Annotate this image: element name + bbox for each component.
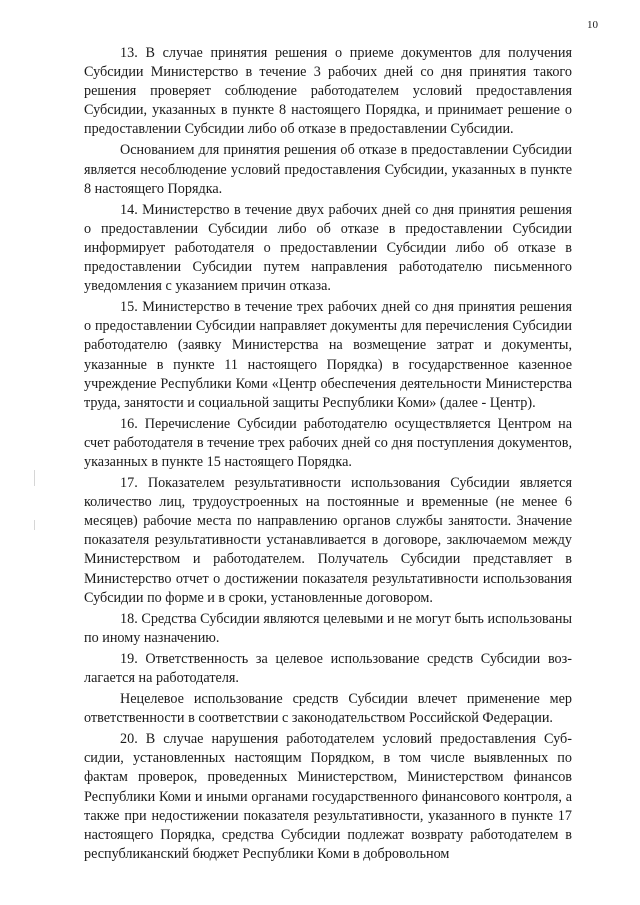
paragraph-18: 18. Средства Субсидии являются целевыми и не могут быть использованы по иному назначению.: [84, 610, 572, 646]
document-body: [84, 44, 572, 864]
paragraph-13-refusal-grounds: Основанием для принятия решения об отказе в предоставлении Субсидии является несоблюдение условий предоставления Субсидии, указанных в пункте 8 настоящего Порядка.: [84, 142, 572, 197]
paragraph-19: 19. Ответственность за целевое использование средств Субсидии возлагается на работодателя.: [84, 650, 572, 686]
paragraph-13: 13. В случае принятия решения о приеме документов для получения Субсидии Министерство в течение 3 рабочих дней со дня принятия такого решения проверяет соблюдение работодателем условий предоставления Субсидии, указанных в пункте 8 настоящего Порядка, и принимает решение о предоставлении Субсидии либо об отказе в предоставлении Субсидии.: [84, 45, 572, 138]
paragraph-20: 20. В случае нарушения работодателем условий предоставления Субсидии, установленных настоящим Порядком, в том числе выявленных по фактам проверок, проведенных Министерством, Министерством финансов Республики Коми и иными органами государственного финансового контроля, а также при недостижении показателя результативности, указанного в пункте 17 настоящего Порядка, средства Субсидии подлежат возврату работодателем в республиканский бюджет Республики Коми в добровольном: [84, 731, 572, 862]
scan-margin-mark: [34, 470, 35, 486]
paragraph-15: 15. Министерство в течение трех рабочих дней со дня принятия решения о предоставлении Субсидии направляет документы для перечисления Субсидии работодателю (заявку Министерства на возмещение затрат и документы, указанные в пункте 11 настоящего Порядка) в государственное казенное учреждение Республики Коми «Центр обеспечения деятельности Министерства труда, занятости и социальной защиты Республики Коми» (далее - Центр).: [84, 299, 572, 411]
scan-margin-mark: [34, 520, 35, 530]
paragraph-14: 14. Министерство в течение двух рабочих дней со дня принятия решения о предоставлении Субсидии либо об отказе в предоставлении Субсидии информирует работодателя о предоставлении Субсидии либо об отказе в предоставлении Субсидии путем направления работодателю письменного уведомления с указанием причин отказа.: [84, 201, 572, 295]
paragraph-17: 17. Показателем результативности использования Субсидии является количество лиц, трудоустроенных на постоянные и временные (не менее 6 месяцев) рабочие места по направлению органов службы занятости. Значение показателя результативности устанавливается в договоре, заключаемом между Министерством и работодателем. Получатель Субсидии представляет в Министерство отчет о достижении показателя результативности использования Субсидии по форме и в сроки, установленные договором.: [84, 475, 572, 606]
page-number: 10: [587, 19, 598, 31]
paragraph-16: 16. Перечисление Субсидии работодателю осуществляется Центром на счет работодателя в течение трех рабочих дней со дня поступления документов, указанных в пункте 15 настоящего Порядка.: [84, 415, 572, 470]
paragraph-19-misuse: Нецелевое использование средств Субсидии влечет применение мер ответственности в соответствии с законодательством Российской Федерации.: [84, 691, 572, 727]
